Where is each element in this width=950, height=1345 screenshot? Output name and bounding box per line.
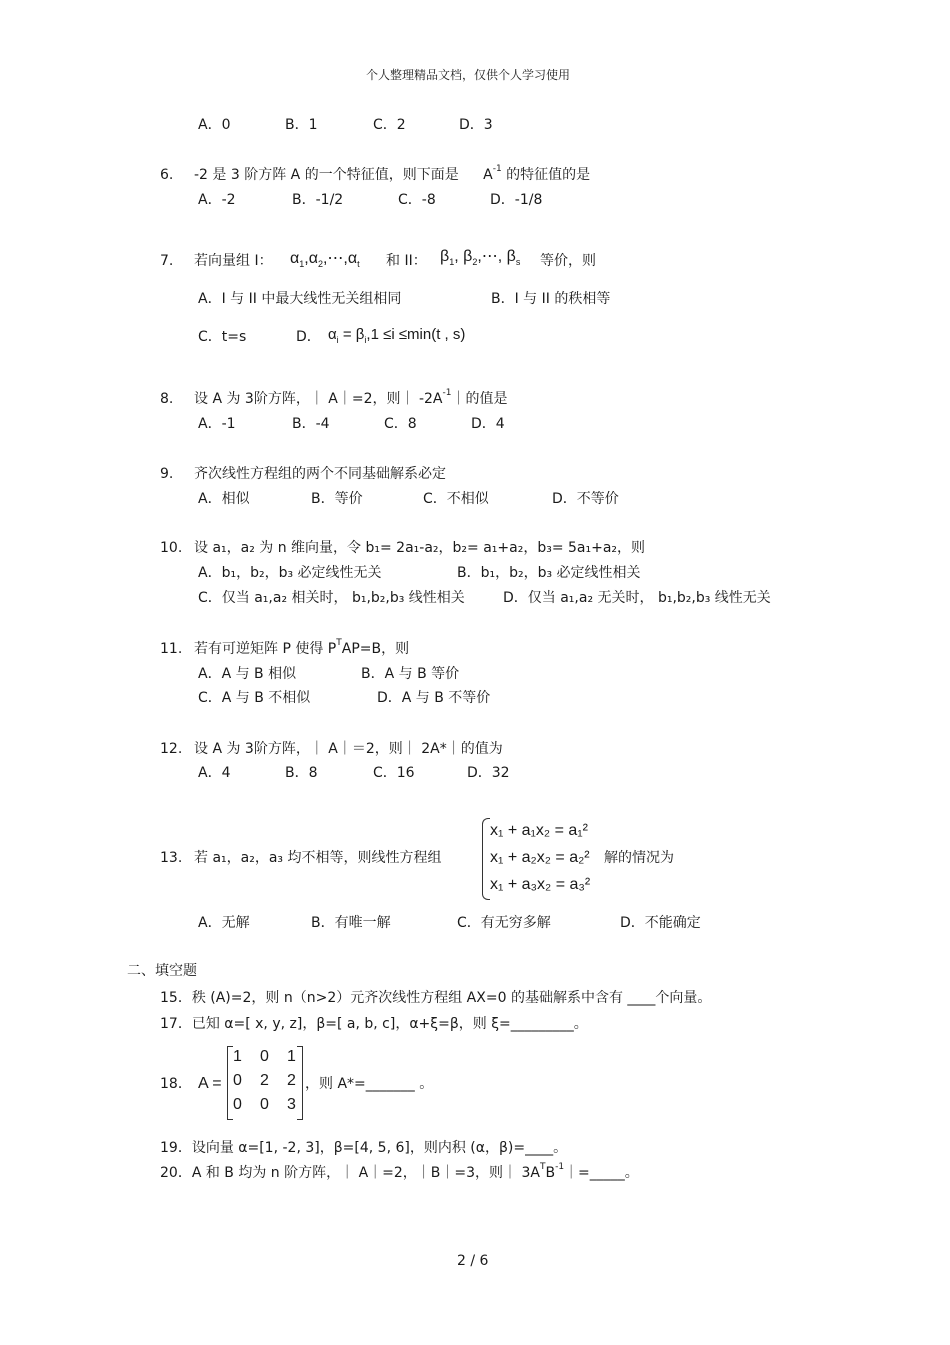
q13-option-b: B．有唯一解 — [311, 915, 391, 931]
q11-option-c: C．A 与 B 不相似 — [198, 690, 311, 706]
q11-text — [194, 638, 410, 657]
q18-matrix-cell: 0 — [260, 1096, 269, 1113]
q8-option-b: B．-4 — [292, 416, 330, 432]
q8-option-a: A．-1 — [198, 416, 236, 432]
q13-eq3: x₁ + a₃x₂ = a₃² — [490, 876, 591, 893]
q6-text-a: -2 是 3 阶方阵 A 的一个特征值，则下面是 — [194, 167, 459, 183]
page-number: 2 / 6 — [457, 1253, 489, 1269]
q8-number: 8. — [160, 391, 174, 407]
q12-number: 12. — [160, 741, 183, 757]
q9-option-a: A．相似 — [198, 491, 250, 507]
q18-matrix-cell: 2 — [260, 1072, 269, 1089]
q6-text-b: A — [483, 167, 493, 183]
q20-text — [160, 1162, 639, 1181]
q5-option-b: B．1 — [285, 117, 318, 133]
q18-matrix-cell: 0 — [233, 1072, 242, 1089]
q11-option-b: B．A 与 B 等价 — [361, 666, 460, 682]
q9-text: 齐次线性方程组的两个不同基础解系必定 — [194, 466, 446, 482]
q7-option-b: B．I 与 II 的秩相等 — [491, 291, 611, 307]
q8-option-d: D．4 — [471, 416, 505, 432]
q15-text: 15．秩 (A)=2，则 n（n>2）元齐次线性方程组 AX=0 的基础解系中含有 ____个向量。 — [160, 990, 712, 1006]
page-header: 个人整理精品文档，仅供个人学习使用 — [366, 68, 571, 82]
q13-option-d: D．不能确定 — [620, 915, 701, 931]
q20-sup-t: T — [539, 1162, 546, 1172]
q18-matrix-cell: 3 — [287, 1096, 296, 1113]
q6-option-b: B．-1/2 — [292, 192, 344, 208]
q13-number: 13. — [160, 850, 183, 866]
q5-option-a: A．0 — [198, 117, 231, 133]
q7-option-d-math: $\alpha_i = \beta_i,1 \le i \le\min(t$ , s) — [328, 326, 466, 345]
q13-option-a: A．无解 — [198, 915, 250, 931]
q11-number: 11. — [160, 641, 183, 657]
q7-option-a: A．I 与 II 中最大线性无关组相同 — [198, 291, 402, 307]
q18-number: 18． — [160, 1076, 192, 1092]
q7-number: 7. — [160, 253, 174, 269]
q17-text: 17．已知 α=[ x, y, z]，β=[ a, b, c]，α+ξ=β，则 ξ=_________。 — [160, 1016, 588, 1032]
q13-eq1: x₁ + a₁x₂ = a₁² — [490, 822, 588, 839]
q18-matrix-cell: 2 — [287, 1072, 296, 1089]
q8-sup: -1 — [442, 388, 452, 398]
q18-lhs: A = — [198, 1075, 222, 1092]
q5-option-c: C．2 — [373, 117, 406, 133]
q7-alpha-group: $\alpha_1,\alpha_2,\cdots,\alpha_t$ — [290, 250, 360, 269]
q12-option-d: D．32 — [467, 765, 510, 781]
q18-matrix-right-bracket — [297, 1046, 303, 1120]
q20-text-a: 20．A 和 B 均为 n 阶方阵，｜ A｜=2，｜B｜=3，则｜ 3A — [160, 1165, 540, 1181]
q11-option-d: D．A 与 B 不等价 — [377, 690, 491, 706]
q6-option-a: A．-2 — [198, 192, 236, 208]
q6-text — [194, 164, 591, 183]
q13-option-c: C．有无穷多解 — [457, 915, 551, 931]
q8-option-c: C．8 — [384, 416, 417, 432]
q18-rhs: ，则 A*=_______ 。 — [305, 1076, 434, 1092]
q13-text-b: 解的情况为 — [604, 850, 674, 866]
q9-option-c: C．不相似 — [423, 491, 489, 507]
q8-text — [194, 388, 508, 407]
q8-text-end: ｜的值是 — [451, 391, 508, 407]
q10-option-c: C．仅当 a₁,a₂ 相关时， b₁,b₂,b₃ 线性相关 — [198, 590, 465, 606]
section-title-fill-in: 二、填空题 — [127, 963, 197, 979]
q10-option-a: A．b₁，b₂，b₃ 必定线性无关 — [198, 565, 382, 581]
q18-matrix-cell: 0 — [260, 1048, 269, 1065]
q20-text-c: ｜=_____。 — [564, 1165, 639, 1181]
q6-text-c: 的特征值的是 — [506, 167, 591, 183]
q7-text-a: 若向量组 I： — [194, 253, 273, 269]
q8-text-main: 设 A 为 3阶方阵，｜ A｜=2，则｜ -2A — [194, 391, 443, 407]
q6-option-d: D．-1/8 — [490, 192, 543, 208]
q7-option-c: C．t=s — [198, 329, 247, 345]
q18-matrix-cell: 1 — [233, 1048, 242, 1065]
q7-beta-group: $\beta_1$, $\beta_2,\cdots$, $\beta_s$ — [440, 248, 521, 267]
q9-number: 9. — [160, 466, 174, 482]
q7-end: 等价，则 — [540, 253, 596, 269]
q10-option-b: B．b₁，b₂，b₃ 必定线性相关 — [457, 565, 641, 581]
q13-eq2: x₁ + a₂x₂ = a₂² — [490, 849, 590, 866]
q10-option-d: D．仅当 a₁,a₂ 无关时， b₁,b₂,b₃ 线性无关 — [503, 590, 771, 606]
q12-text: 设 A 为 3阶方阵，｜ A｜＝2，则｜ 2A*｜的值为 — [194, 741, 503, 757]
q11-text-b: AP=B，则 — [341, 641, 410, 657]
q11-option-a: A．A 与 B 相似 — [198, 666, 297, 682]
q12-option-a: A．4 — [198, 765, 231, 781]
q20-sup-inv: -1 — [555, 1162, 565, 1172]
q7-mid: 和 II： — [386, 253, 427, 269]
q13-text-a: 若 a₁，a₂，a₃ 均不相等，则线性方程组 — [194, 850, 442, 866]
q13-system-brace — [482, 818, 490, 900]
q20-text-b: B — [545, 1165, 556, 1181]
q11-text-a: 若有可逆矩阵 P 使得 P — [194, 641, 337, 657]
q9-option-b: B．等价 — [311, 491, 363, 507]
q9-option-d: D．不等价 — [552, 491, 619, 507]
q5-option-d: D．3 — [459, 117, 493, 133]
q11-sup: T — [336, 638, 342, 648]
q19-text: 19．设向量 α=[1, -2, 3]，β=[4, 5, 6]，则内积 (α，β)=____。 — [160, 1140, 568, 1156]
q6-option-c: C．-8 — [398, 192, 436, 208]
q6-sup: -1 — [492, 164, 502, 174]
q7-option-d-math-tail: ,1 ≤i ≤min(t , s) — [366, 326, 466, 343]
q18-matrix-cell: 0 — [233, 1096, 242, 1113]
q12-option-b: B．8 — [285, 765, 318, 781]
q7-text — [194, 254, 273, 268]
q18-matrix-cell: 1 — [287, 1048, 296, 1065]
q10-text: 设 a₁，a₂ 为 n 维向量，令 b₁= 2a₁-a₂，b₂= a₁+a₂，b₃= 5a₁+a₂，则 — [194, 540, 646, 556]
q6-number: 6. — [160, 167, 174, 183]
q7-option-d: D． — [296, 329, 321, 345]
q10-number: 10. — [160, 540, 183, 556]
q12-option-c: C．16 — [373, 765, 415, 781]
